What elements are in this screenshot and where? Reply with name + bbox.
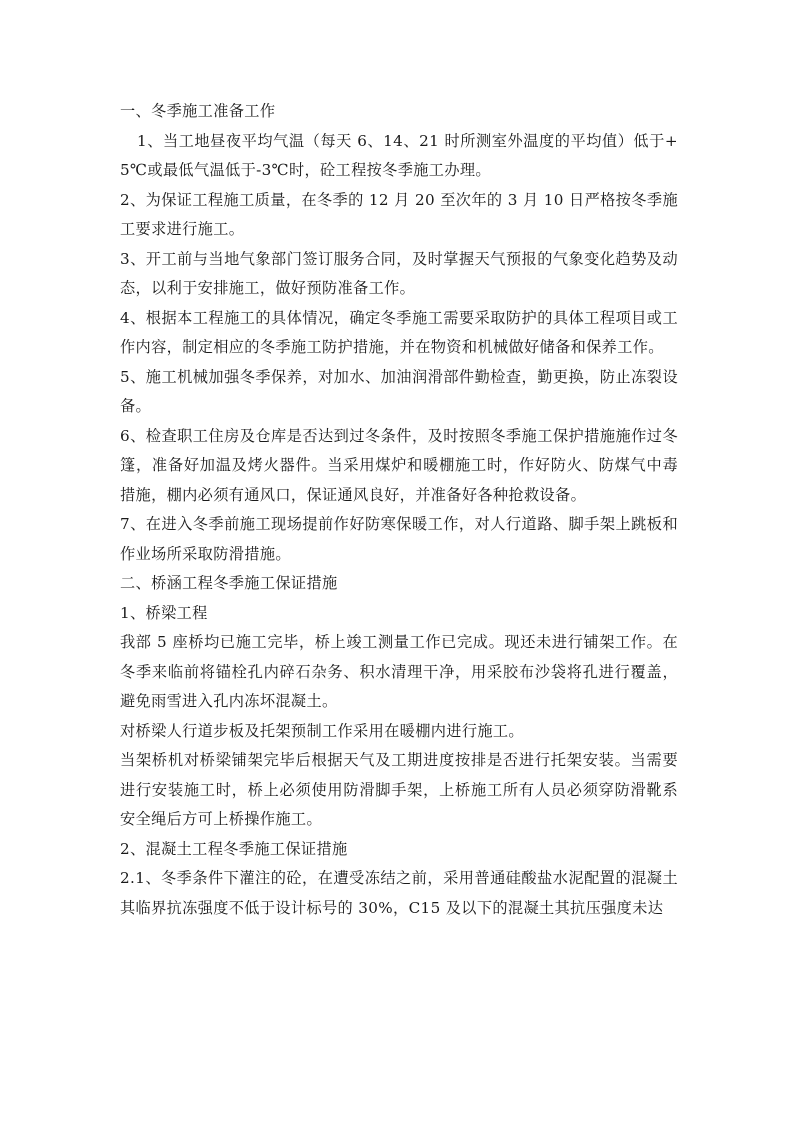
- paragraph-anti-slip: 7、在进入冬季前施工现场提前作好防寒保暖工作，对人行道路、脚手架上跳板和作业场所采取防滑措施。: [120, 515, 678, 563]
- paragraph-walkway-prefab: 对桥梁人行道步板及托架预制工作采用在暖棚内进行施工。: [120, 721, 524, 740]
- subheading-bridge-engineering: 1、桥梁工程: [120, 603, 208, 622]
- paragraph-temperature-criteria: 1、当工地昼夜平均气温（每天 6、14、21 时所测室外温度的平均值）低于+5℃或最低气温低于-3℃时，砼工程按冬季施工办理。: [120, 131, 678, 179]
- paragraph-weather-contract: 3、开工前与当地气象部门签订服务合同，及时掌握天气预报的气象变化趋势及动态，以利于安排施工，做好预防准备工作。: [120, 249, 678, 297]
- paragraph-winter-period: 2、为保证工程施工质量，在冬季的 12 月 20 至次年的 3 月 10 日严格按冬季施工要求进行施工。: [120, 190, 678, 238]
- section-heading-winter-preparation: 一、冬季施工准备工作: [120, 102, 276, 120]
- paragraph-machinery-maintenance: 5、施工机械加强冬季保养，对加水、加油润滑部件勤检查，勤更换，防止冻裂设备。: [120, 367, 678, 415]
- document-body: [120, 97, 678, 923]
- section-heading-bridge-culvert: 二、桥涵工程冬季施工保证措施: [120, 574, 338, 592]
- paragraph-bracket-installation: 当架桥机对桥梁铺架完毕后根据天气及工期进度按排是否进行托架安装。当需要进行安装施工时，桥上必须使用防滑脚手架，上桥施工所有人员必须穿防滑靴系安全绳后方可上桥操作施工。: [120, 751, 678, 828]
- subheading-concrete-engineering: 2、混凝土工程冬季施工保证措施: [120, 839, 348, 858]
- paragraph-concrete-strength: 2.1、冬季条件下灌注的砼，在遭受冻结之前，采用普通硅酸盐水泥配置的混凝土其临界抗冻强度不低于设计标号的 30%，C15 及以下的混凝土其抗压强度未达: [120, 869, 678, 917]
- paragraph-housing-inspection: 6、检查职工住房及仓库是否达到过冬条件，及时按照冬季施工保护措施施作过冬篷，准备好加温及烤火器件。当采用煤炉和暖棚施工时，作好防火、防煤气中毒措施，棚内必须有通风口，保证通风良好，并准备好各种抢救设备。: [120, 426, 678, 504]
- paragraph-bridge-status: 我部 5 座桥均已施工完毕，桥上竣工测量工作已完成。现还未进行铺架工作。在冬季来临前将锚栓孔内碎石杂务、积水清理干净，用采胶布沙袋将孔进行覆盖，避免雨雪进入孔内冻坏混凝土。: [120, 633, 678, 710]
- paragraph-protection-measures: 4、根据本工程施工的具体情况，确定冬季施工需要采取防护的具体工程项目或工作内容，制定相应的冬季施工防护措施，并在物资和机械做好储备和保养工作。: [120, 308, 678, 356]
